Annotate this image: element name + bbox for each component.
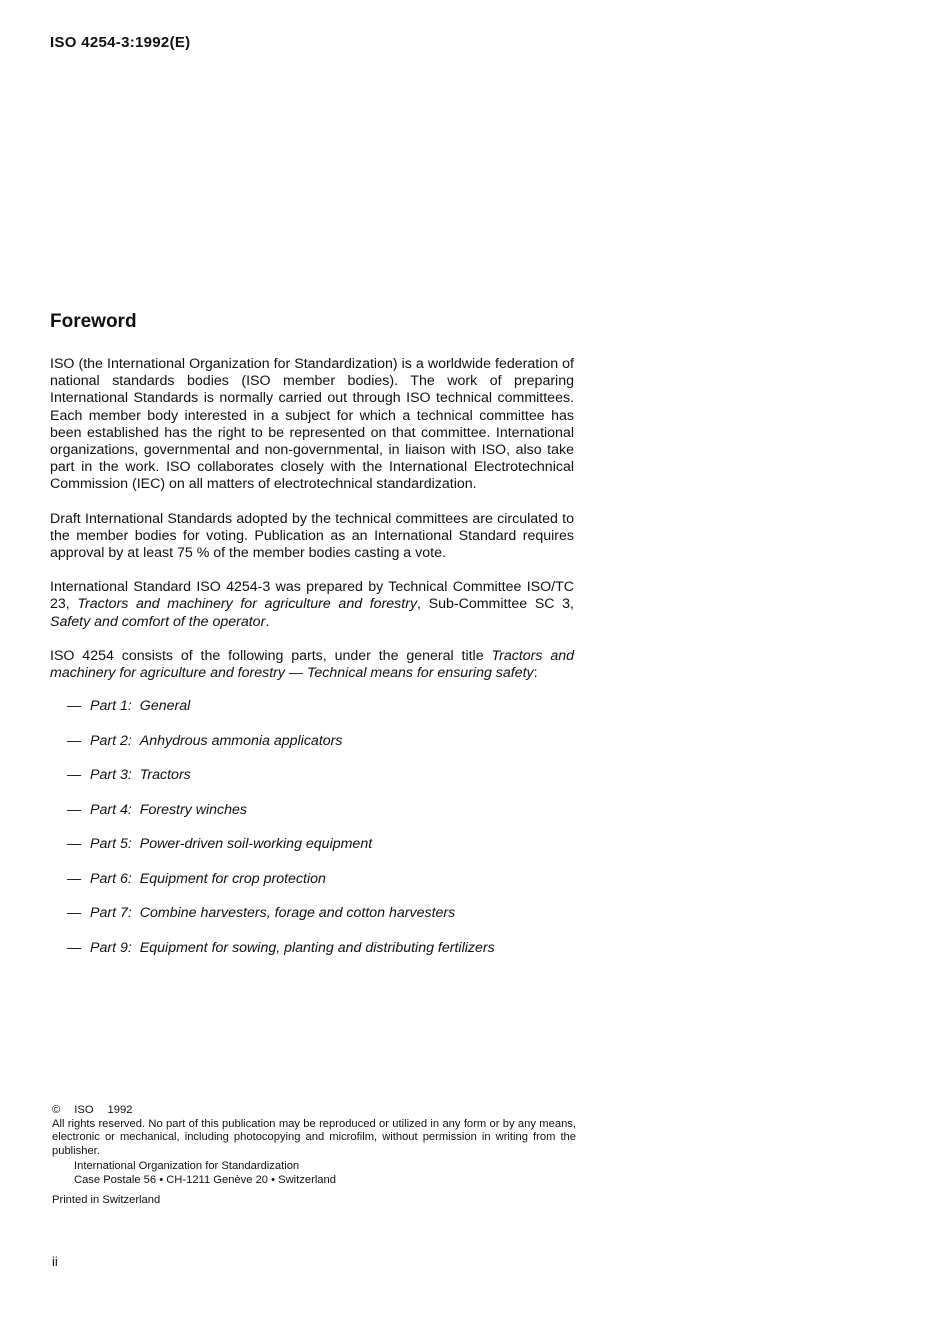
parts-intro-text: ISO 4254 consists of the following parts, under the general title <box>50 647 484 664</box>
organization-address: Case Postale 56 • CH-1211 Genève 20 • Switzerland <box>74 1173 336 1186</box>
part-title: General <box>139 698 191 715</box>
prep-text-3: . <box>265 613 270 630</box>
dash: — <box>67 698 82 715</box>
prep-text-1: International Standard ISO 4254-3 was prepared by Technical Committee ISO/TC 23, <box>50 579 574 613</box>
dash: — <box>67 732 82 749</box>
part-title: Equipment for crop protection <box>139 870 326 887</box>
paragraph-draft-standards: Draft International Standards adopted by the technical committees are circulated to the member bodies for voting. Publication as an International Standard requires approval by at least 75 % of the member bodies casting a vote. <box>50 510 574 562</box>
printed-in: Printed in Switzerland <box>52 1193 161 1206</box>
part-label: Part 9: <box>90 939 132 956</box>
part-label: Part 6: <box>90 870 132 887</box>
rights-statement: All rights reserved. No part of this publication may be reproduced or utilized in any form or by any means, electronic or mechanical, including photocopying and microfilm, without permission in writing from the publisher. <box>52 1117 576 1157</box>
copyright-year: 1992 <box>107 1104 133 1116</box>
parts-intro-colon: : <box>533 665 538 682</box>
general-title: Tractors and machinery for agriculture and forestry — Technical means for ensuring safety <box>50 647 574 682</box>
dash: — <box>67 939 82 956</box>
section-title: Foreword <box>50 311 137 332</box>
part-label: Part 2: <box>90 732 132 749</box>
part-label: Part 4: <box>90 801 132 818</box>
part-title: Forestry winches <box>139 801 248 818</box>
paragraph-parts-intro <box>50 648 574 682</box>
list-item <box>50 905 574 940</box>
part-label: Part 1: <box>90 698 132 715</box>
part-title: Equipment for sowing, planting and distributing fertilizers <box>139 939 495 956</box>
list-item <box>50 871 574 906</box>
foreword-body <box>50 356 574 974</box>
part-label: Part 5: <box>90 836 132 853</box>
list-item <box>50 836 574 871</box>
committee-title: Tractors and machinery for agriculture and forestry <box>77 596 418 613</box>
organization-name: International Organization for Standardization <box>74 1160 300 1173</box>
part-title: Combine harvesters, forage and cotton harvesters <box>139 905 456 922</box>
list-item <box>50 733 574 768</box>
copyright-line <box>52 1104 576 1118</box>
copyright-symbol: © <box>52 1104 61 1116</box>
prep-text-2: , Sub-Committee SC 3, <box>417 596 574 613</box>
document-id: ISO 4254-3:1992(E) <box>50 34 191 51</box>
dash: — <box>67 767 82 784</box>
list-item <box>50 698 574 733</box>
dash: — <box>67 870 82 887</box>
list-item <box>50 802 574 837</box>
copyright-block <box>52 1104 576 1207</box>
dash: — <box>67 836 82 853</box>
paragraph-preparation <box>50 579 574 631</box>
dash: — <box>67 801 82 818</box>
part-title: Tractors <box>139 767 191 784</box>
dash: — <box>67 905 82 922</box>
parts-list <box>50 698 574 974</box>
page-number: ii <box>52 1254 58 1269</box>
part-label: Part 7: <box>90 905 132 922</box>
part-label: Part 3: <box>90 767 132 784</box>
list-item <box>50 940 574 975</box>
paragraph-iso-intro: ISO (the International Organization for Standardization) is a worldwide federation of national standards bodies (ISO member bodies). The work of preparing International Standards is normally carried out through ISO technical committees. Each member body interested in a subject for which a technical committee has been established has the right to be represented on that committee. International organizations, governmental and non-governmental, in liaison with ISO, also take part in the work. ISO collaborates closely with the International Electrotechnical Commission (IEC) on all matters of electrotechnical standardization. <box>50 356 574 493</box>
subcommittee-title: Safety and comfort of the operator <box>50 613 266 630</box>
copyright-owner: ISO <box>74 1104 94 1116</box>
part-title: Anhydrous ammonia applicators <box>139 732 343 749</box>
part-title: Power-driven soil-working equipment <box>139 836 373 853</box>
list-item <box>50 767 574 802</box>
